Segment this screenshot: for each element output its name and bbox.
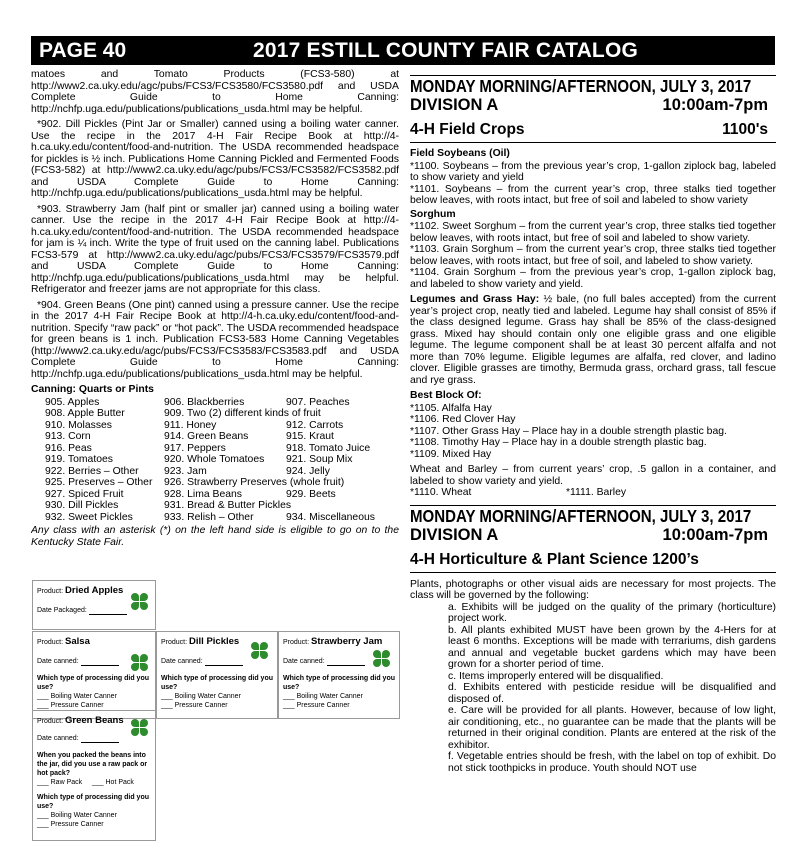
right-column <box>410 69 776 829</box>
label-dill-pickles: Product: Dill Pickles Date canned: Which type of processing did you use? ___ Boiling Water Canner ___ Pressure Canner <box>156 631 278 719</box>
class-item: 918. Tomato Juice <box>286 442 371 454</box>
class-item: 933. Relish – Other <box>164 511 254 523</box>
division-row: DIVISION A 10:00am-7pm <box>410 96 768 114</box>
paragraph: matoes and Tomato Products (FCS3-580) at http://www2.ca.uky.edu/agc/pubs/FCS3/FCS3580/FCS3580.pdf and USDA Complete Guide to Home Canning: http://nchfp.uga.edu/publications/publications_usda.html may be helpful. <box>31 69 399 115</box>
class-item: 908. Apple Butter <box>45 408 125 419</box>
class-item: 907. Peaches <box>286 396 350 408</box>
class-item: 934. Miscellaneous <box>286 511 375 523</box>
division-heading: MONDAY MORNING/AFTERNOON, JULY 3, 2017 <box>410 505 752 526</box>
section-horticulture: 4-H Horticulture & Plant Science 1200’s <box>410 550 699 568</box>
legumes-paragraph: Legumes and Grass Hay: ½ bale, (no full bales accepted) from the current year’s project crop, neatly tied and labeled. Legume hay shall consist of 85% if the class designed legume. Grass hay shall be 85% of the class-designed grass. Mixed hay should contain only one eligible grass and one eligible legume. The legume component shall be at least 30 percent alfalfa and not more than 70% legume. Eligible legumes are alfalfa, red clover, and ladino clover. Eligible grasses are timothy, Bermuda grass, orchard grass, tall fescue and rye grass. <box>410 294 776 386</box>
class-1100: *1100. Soybeans – from the previous year’s crop, 1-gallon ziplock bag, labeled to show variety and yield <box>410 160 776 183</box>
class-1101: *1101. Soybeans – from the current year’s crop, three stalks tied together below leaves, with roots intact, but free of soil and labeled to show variety <box>410 183 776 206</box>
class-item: 923. Jam <box>164 465 207 477</box>
class-item: 913. Corn <box>45 431 91 442</box>
label-green-beans: Product: Green Beans Date canned: When you packed the beans into the jar, did you use a raw pack or hot pack? ___ Raw Pack ___ Hot Pack Which type of processing did you use? ___ Boiling Water Canner ___ Pressure Canner <box>32 710 156 841</box>
class-item: 911. Honey <box>164 419 217 431</box>
class-item: 922. Berries – Other <box>45 465 139 477</box>
class-1103: *1103. Grain Sorghum – from the current year’s crop, three stalks tied together below leaves, with roots intact, but free of soil, and labeled to show variety. <box>410 244 776 267</box>
class-1104: *1104. Grain Sorghum – from the previous year’s crop, 1-gallon ziplock bag, and labeled to show variety and yield. <box>410 267 776 290</box>
label-product: Salsa <box>65 636 90 647</box>
rule-item: d. Exhibits entered with pesticide residue will be disqualified and disposed of. <box>448 682 776 705</box>
label-salsa: Product: Salsa Date canned: Which type of processing did you use? ___ Boiling Water Canner ___ Pressure Canner <box>32 631 156 719</box>
class-1107: *1107. Other Grass Hay – Place hay in a double strength plastic bag. <box>410 425 727 437</box>
catalog-title: 2017 ESTILL COUNTY FAIR CATALOG <box>253 39 639 62</box>
class-item: 912. Carrots <box>286 419 344 431</box>
class-1109: *1109. Mixed Hay <box>410 448 492 460</box>
class-902: *902. Dill Pickles (Pint Jar or Smaller) canned using a boiling water canner. Use the recipe in the 2017 4-H Fair Recipe Book at http://4-h.ca.uky.edu/content/food-and-nutrition. The USDA recommended headspace for pickles is ½ inch. Publications Home Canning Pickled and Fermented Foods (FCS3-582) at http://www2.ca.uky.edu/agc/pubs/FCS3/FCS3582/FCS3582.pdf and USDA Complete Guide to Home Canning: http://nchfp.uga.edu/publications/publications_usda.html may be helpful. <box>31 119 399 199</box>
class-903: *903. Strawberry Jam (half pint or smaller jar) canned using a boiling water canner. Use the recipe in the 2017 4-H Fair Recipe Book at http://4-h.ca.uky.edu/content/food-and-nutrition. The USDA recommended headspace for jam is ¼ inch. Write the type of fruit used on the canning label. Publications FCS3-579 at http://www2.ca.uky.edu/agc/pubs/FCS3/FCS3579/FCS3579.pdf and USDA Complete Guide to Home Canning: http://nchfp.uga.edu/publications/publications_usda.html may be helpful. Refrigerator and freezer jams are not appropriate for this class. <box>31 203 399 295</box>
clover-icon <box>373 650 391 668</box>
class-1111: *1111. Barley <box>566 487 627 498</box>
label-product: Green Beans <box>65 715 124 726</box>
clover-icon <box>131 654 149 672</box>
class-item: 928. Lima Beans <box>164 488 242 500</box>
soybeans-heading: Field Soybeans (Oil) <box>410 148 510 159</box>
rule-item: b. All plants exhibited MUST have been grown by the 4-Hers for at least 6 months. Exceptions will be made with terrariums, dish gardens and annual and vegetable bucket gardens which may have been grown for a shorter period of time. <box>448 624 776 670</box>
label-product: Dill Pickles <box>189 636 240 647</box>
rule-item: c. Items improperly entered will be disqualified. <box>448 670 664 682</box>
class-item: 915. Kraut <box>286 431 334 442</box>
class-item: 906. Blackberries <box>164 396 245 408</box>
class-item: 910. Molasses <box>45 419 112 431</box>
asterisk-note: Any class with an asterisk (*) on the left hand side is eligible to go on to the Kentucky State Fair. <box>31 525 399 548</box>
class-1106: *1106. Red Clover Hay <box>410 414 516 425</box>
canning-labels <box>32 580 400 841</box>
canning-class-grid <box>31 397 399 524</box>
class-1108: *1108. Timothy Hay – Place hay in a double strength plastic bag. <box>410 437 707 448</box>
section-field-crops: 4-H Field Crops 1100's <box>410 121 768 138</box>
sorghum-heading: Sorghum <box>410 208 456 220</box>
division-heading: MONDAY MORNING/AFTERNOON, JULY 3, 2017 <box>410 76 752 96</box>
divider <box>410 572 776 573</box>
class-item: 909. Two (2) different kinds of fruit <box>164 408 321 419</box>
label-product: Dried Apples <box>65 585 124 596</box>
class-item: 924. Jelly <box>286 465 330 477</box>
horticulture-intro: Plants, photographs or other visual aids are necessary for most projects. The class will be governed by the following: <box>410 578 776 601</box>
left-column <box>31 69 399 549</box>
class-item: 926. Strawberry Preserves (whole fruit) <box>164 477 345 488</box>
canning-heading: Canning: Quarts or Pints <box>31 384 154 395</box>
wheat-barley: Wheat and Barley – from current years’ crop, .5 gallon in a container, and labeled to show variety and yield. <box>410 464 776 487</box>
clover-icon <box>131 593 149 611</box>
label-product: Strawberry Jam <box>311 636 383 647</box>
class-item: 921. Soup Mix <box>286 454 353 465</box>
class-item: 925. Preserves – Other <box>45 477 153 488</box>
label-dried-apples: Product: Dried Apples Date Packaged: <box>32 580 156 630</box>
divider <box>410 142 776 143</box>
class-item: 917. Peppers <box>164 442 226 454</box>
label-strawberry-jam: Product: Strawberry Jam Date canned: Which type of processing did you use? ___ Boiling Water Canner ___ Pressure Canner <box>278 631 400 719</box>
class-1110: *1110. Wheat <box>410 487 472 498</box>
rule-item: e. Care will be provided for all plants. However, because of low light, air conditioning, etc., no guarantee can be made that the plants will be returned in their original condition. Plants are entered at the risk of the exhibitor. <box>448 705 776 751</box>
class-item: 927. Spiced Fruit <box>45 488 124 500</box>
class-904: *904. Green Beans (One pint) canned using a pressure canner. Use the recipe in the 2017 4-H Fair Recipe Book at http://4-h.ca.uky.edu/content/food-and-nutrition. Specify “raw pack” or “hot pack”. The USDA recommended headspace for green beans is 1 inch. Publication FCS3-583 Home Canning Vegetables (http://www2.ca.uky.edu/agc/pubs/FCS3/FCS3583/FCS3583.pdf and USDA Complete Guide to Home Canning: http://nchfp.uga.edu/publications/publications_usda.html may be helpful. <box>31 299 399 380</box>
page-number: PAGE 40 <box>39 39 127 62</box>
clover-icon <box>131 719 149 737</box>
class-item: 929. Beets <box>286 488 336 500</box>
class-item: 920. Whole Tomatoes <box>164 454 265 465</box>
class-item: 930. Dill Pickles <box>45 500 119 511</box>
horticulture-rules <box>410 602 776 775</box>
rule-item: a. Exhibits will be judged on the quality of the primary (horticulture) project work. <box>448 601 776 624</box>
clover-icon <box>251 642 269 660</box>
wheat-barley-classes <box>410 487 776 499</box>
class-item: 914. Green Beans <box>164 431 249 442</box>
rule-item: f. Vegetable entries should be fresh, with the label on top of exhibit. Do not stick toothpicks in produce. Youth should NOT use <box>448 751 776 774</box>
class-item: 916. Peas <box>45 442 92 454</box>
class-item: 919. Tomatoes <box>45 454 113 465</box>
class-item: 931. Bread & Butter Pickles <box>164 500 292 511</box>
class-1102: *1102. Sweet Sorghum – from the current year’s crop, three stalks tied together below leaves, with roots intact, but free of soil and labeled to show variety. <box>410 221 776 244</box>
class-item: 932. Sweet Pickles <box>45 511 133 523</box>
division-row: DIVISION A 10:00am-7pm <box>410 525 768 544</box>
class-1105: *1105. Alfalfa Hay <box>410 402 492 414</box>
class-item: 905. Apples <box>45 396 100 408</box>
page-banner <box>31 36 775 65</box>
best-block-heading: Best Block Of: <box>410 390 482 401</box>
